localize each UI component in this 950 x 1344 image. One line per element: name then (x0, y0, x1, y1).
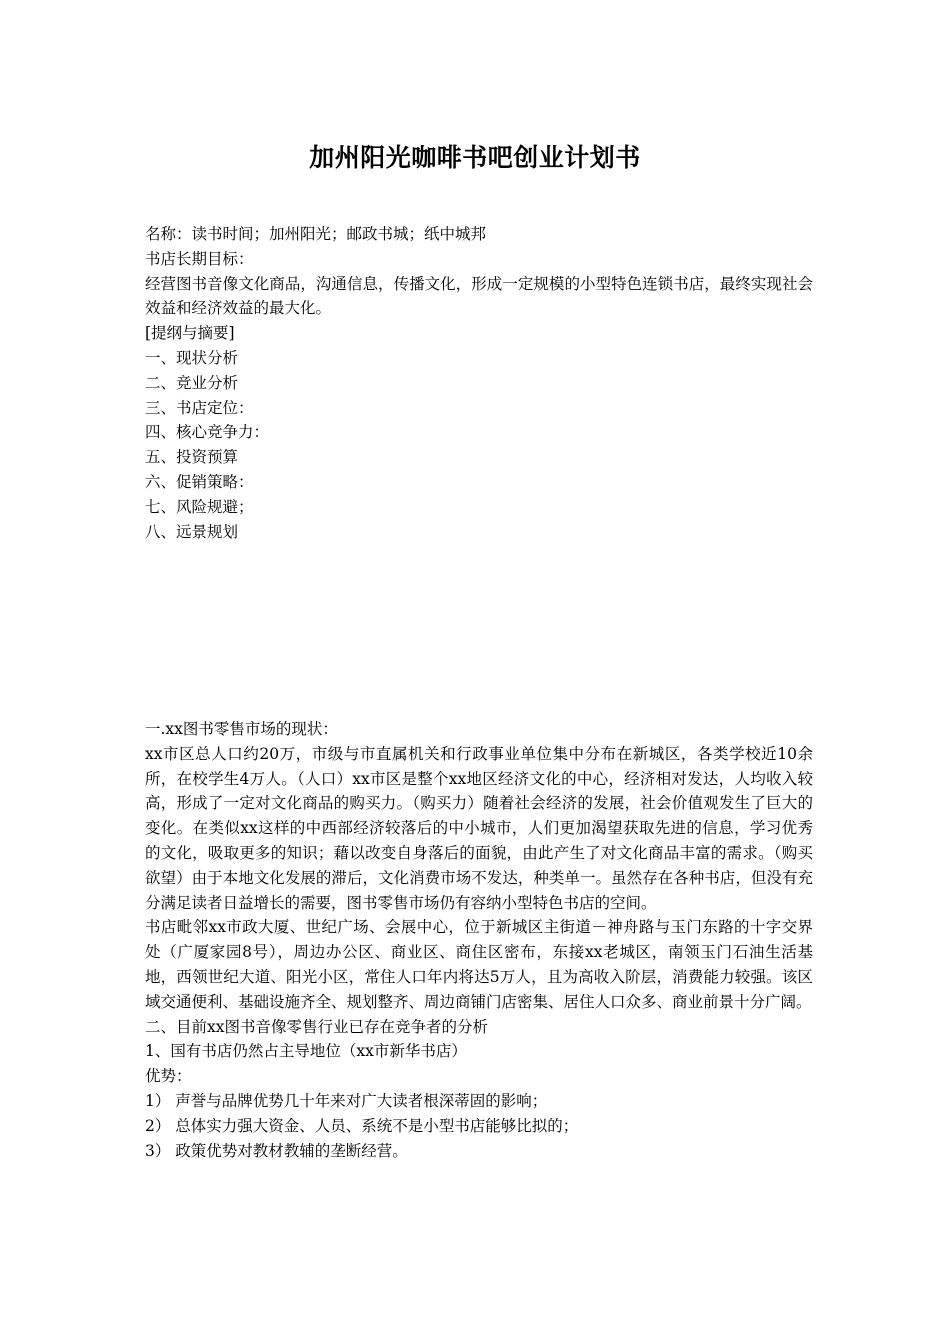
outline-heading: [提纲与摘要] (145, 324, 235, 343)
advantage-item: 2） 总体实力强大资金、人员、系统不是小型书店能够比拟的； (145, 1116, 579, 1135)
competitor-heading: 二、目前xx图书音像零售行业已存在竞争者的分析 (145, 1017, 488, 1036)
outline-item: 四、核心竞争力： (145, 423, 270, 442)
outline-item: 七、风险规避； (145, 497, 254, 516)
advantage-item: 3） 政策优势对教材教辅的垄断经营。 (145, 1141, 408, 1160)
intro-section (145, 222, 813, 544)
outline-item: 二、竞业分析 (145, 373, 239, 392)
outline-item: 三、书店定位： (145, 398, 254, 417)
outline-item: 一、现状分析 (145, 348, 239, 367)
market-paragraph: xx市区总人口约20万，市级与市直属机关和行政事业单位集中分布在新城区，各类学校近10余所，在校学生4万人。（人口）xx市区是整个xx地区经济文化的中心，经济相对发达，人均收入较高，形成了一定对文化商品的购买力。（购买力）随着社会经济的发展，社会价值观发生了巨大的变化。在类似xx这样的中西部经济较落后的中小城市，人们更加渴望获取先进的信息，学习优秀的文化，吸取更多的知识；藉以改变自身落后的面貌，由此产生了对文化商品丰富的需求。（购买欲望）由于本地文化发展的滞后，文化消费市场不发达，种类单一。虽然存在各种书店，但没有充分满足读者日益增长的需要，图书零售市场仍有容纳小型特色书店的空间。 (145, 744, 813, 912)
market-analysis-section (145, 717, 813, 1163)
advantage-label: 优势： (145, 1067, 192, 1086)
outline-item: 五、投资预算 (145, 448, 239, 467)
goal-heading: 书店长期目标： (145, 249, 254, 268)
location-paragraph: 书店毗邻xx市政大厦、世纪广场、会展中心，位于新城区主街道－神舟路与玉门东路的十字交界处（广厦家园8号），周边办公区、商业区、商住区密布，东接xx老城区，南领玉门石油生活基地，西领世纪大道、阳光小区，常住人口年内将达5万人，且为高收入阶层，消费能力较强。该区域交通便利、基础设施齐全、规划整齐、周边商铺门店密集、居住人口众多、商业前景十分广阔。 (145, 918, 813, 1011)
outline-item: 八、远景规划 (145, 522, 239, 541)
advantage-item: 1） 声誉与品牌优势几十年来对广大读者根深蒂固的影响； (145, 1091, 548, 1110)
name-line: 名称：读书时间；加州阳光；邮政书城；纸中城邦 (145, 225, 487, 243)
goal-text: 经营图书音像文化商品，沟通信息，传播文化，形成一定规模的小型特色连锁书店，最终实现社会效益和经济效益的最大化。 (145, 274, 813, 318)
competitor-subheading: 1、国有书店仍然占主导地位（xx市新华书店） (145, 1042, 467, 1061)
outline-item: 六、促销策略： (145, 472, 254, 491)
document-title: 加州阳光咖啡书吧创业计划书 (309, 143, 641, 172)
section-heading: 一.xx图书零售市场的现状： (145, 720, 338, 738)
